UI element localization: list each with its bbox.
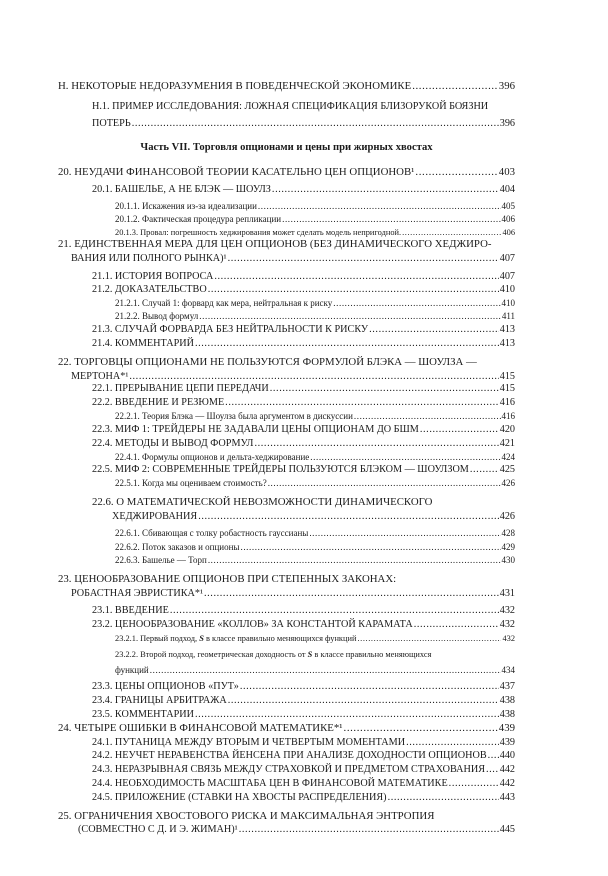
toc-entry — [58, 722, 515, 735]
toc-entry-title: 21.3. СЛУЧАЙ ФОРВАРДА БЕЗ НЕЙТРАЛЬНОСТИ К РИСКУ — [92, 324, 369, 335]
toc-entry-page: 445 — [499, 824, 515, 835]
toc-entry-page: 407 — [499, 271, 515, 282]
leader-dots — [240, 541, 500, 554]
toc-entry — [115, 297, 515, 310]
toc-entry-title: ВАНИЯ ИЛИ ПОЛНОГО РЫНКА)¹ — [71, 253, 227, 264]
toc-entry-page: 429 — [501, 542, 515, 552]
toc-entry-page: 420 — [499, 424, 515, 435]
toc-entry-page: 403 — [498, 166, 515, 178]
leader-dots — [388, 791, 499, 804]
toc-entry-page: 442 — [499, 764, 515, 775]
toc-entry-page: 430 — [501, 555, 515, 565]
toc-entry-page: 424 — [501, 452, 515, 462]
toc-entry — [115, 632, 515, 645]
leader-dots — [488, 749, 499, 762]
toc-entry-title: 24.5. ПРИЛОЖЕНИЕ (СТАВКИ НА ХВОСТЫ РАСПРЕДЕЛЕНИЯ) — [92, 792, 387, 803]
toc-entry-page: 396 — [498, 80, 515, 92]
toc-entry-page: 416 — [501, 411, 515, 421]
part-title: Часть VII. Торговля опционами и цены при жирных хвостах — [140, 142, 433, 153]
toc-entry-title: 22.5.1. Когда мы оцениваем стоимость? — [115, 478, 267, 488]
toc-entry — [58, 573, 396, 586]
toc-entry — [92, 183, 515, 196]
leader-dots — [195, 337, 499, 350]
leader-dots — [406, 736, 499, 749]
toc-entry-title: 22.3. МИФ 1: ТРЕЙДЕРЫ НЕ ЗАДАВАЛИ ЦЕНЫ ОПЦИОНАМ ДО БШМ — [92, 424, 419, 435]
leader-dots — [170, 604, 499, 617]
toc-entry — [92, 270, 515, 283]
toc-entry-page: 406 — [502, 228, 515, 237]
toc-entry-page: 439 — [499, 737, 515, 748]
toc-entry-title: 24.2. НЕУЧЕТ НЕРАВЕНСТВА ЙЕНСЕНА ПРИ АНАЛИЗЕ ДОХОДНОСТИ ОПЦИОНОВ — [92, 750, 487, 761]
toc-entry-page: 407 — [499, 253, 515, 264]
toc-entry-title: 23. ЦЕНООБРАЗОВАНИЕ ОПЦИОНОВ ПРИ СТЕПЕННЫХ ЗАКОНАХ: — [58, 573, 397, 585]
toc-entry-title: 22. ТОРГОВЦЫ ОПЦИОНАМИ НЕ ПОЛЬЗУЮТСЯ ФОРМУЛОЙ БЛЭКА — ШОУЛЗА — — [58, 356, 477, 368]
toc-entry — [92, 496, 432, 509]
toc-entry-page: 438 — [499, 709, 515, 720]
toc-entry-h1-line1: Н.1. ПРИМЕР ИССЛЕДОВАНИЯ: ЛОЖНАЯ СПЕЦИФИКАЦИЯ БЛИЗОРУКОЙ БОЯЗНИ — [92, 101, 489, 112]
toc-entry — [115, 477, 515, 490]
toc-entry — [92, 437, 515, 450]
leader-dots — [449, 777, 499, 790]
toc-entry — [115, 213, 515, 226]
toc-entry-title: МЕРТОНА*¹ — [71, 371, 129, 382]
toc-entry-page: 431 — [499, 588, 515, 599]
leader-dots — [369, 323, 499, 336]
toc-entry-title: 24.3. НЕРАЗРЫВНАЯ СВЯЗЬ МЕЖДУ СТРАХОВКОЙ И ПРЕДМЕТОМ СТРАХОВАНИЯ — [92, 764, 486, 775]
toc-entry-title: функций — [115, 665, 149, 675]
toc-entry — [58, 356, 477, 369]
toc-entry — [92, 337, 515, 350]
toc-entry — [92, 423, 515, 436]
toc-entry — [58, 166, 515, 179]
toc-entry — [115, 310, 515, 323]
toc-entry — [115, 664, 515, 677]
toc-entry-title: 21.2. ДОКАЗАТЕЛЬСТВО — [92, 284, 207, 295]
toc-entry-title: 22.4.1. Формулы опционов и дельта-хеджирование — [115, 452, 310, 462]
toc-entry-page: 443 — [499, 792, 515, 803]
toc-entry-title: 20.1.1. Искажения из-за идеализации — [115, 201, 257, 211]
leader-dots — [254, 437, 498, 450]
leader-dots — [239, 823, 499, 836]
toc-entry — [92, 382, 515, 395]
toc-entry-page: 425 — [499, 464, 515, 475]
leader-dots — [214, 270, 498, 283]
toc-entry — [78, 823, 515, 836]
toc-entry — [71, 587, 515, 600]
leader-dots — [415, 166, 497, 179]
leader-dots — [258, 200, 501, 213]
leader-dots — [412, 80, 498, 93]
toc-entry-h — [58, 80, 515, 93]
toc-entry-title: 22.6.3. Башелье — Торп — [115, 555, 207, 565]
leader-dots — [225, 396, 499, 409]
toc-entry-title: 23.2.2. Второй подход, геометрическая доходность от S в классе правильно меняющихся — [115, 650, 432, 659]
leader-dots — [228, 252, 499, 265]
leader-dots — [333, 297, 500, 310]
toc-entry — [92, 463, 515, 476]
toc-entry — [92, 708, 515, 721]
leader-dots — [150, 664, 501, 677]
toc-entry — [92, 763, 515, 776]
toc-entry-page: 415 — [499, 371, 515, 382]
toc-entry-page: 410 — [501, 298, 515, 308]
leader-dots — [208, 554, 501, 567]
toc-entry-page: 415 — [499, 383, 515, 394]
toc-entry-title: 20. НЕУДАЧИ ФИНАНСОВОЙ ТЕОРИИ КАСАТЕЛЬНО ЦЕН ОПЦИОНОВ¹ — [58, 166, 415, 178]
toc-entry-page: 437 — [499, 681, 515, 692]
toc-entry-title: 21.1. ИСТОРИЯ ВОПРОСА — [92, 271, 214, 282]
toc-entry-page: 434 — [501, 665, 515, 675]
toc-entry-title: 23.5. КОММЕНТАРИИ — [92, 709, 194, 720]
toc-entry — [115, 410, 515, 423]
toc-entry-page: 442 — [499, 778, 515, 789]
toc-entry-title: 22.2.1. Теория Блэка — Шоулза была аргументом в дискуссии — [115, 411, 353, 421]
toc-entry — [115, 541, 515, 554]
leader-dots — [199, 310, 501, 323]
leader-dots — [268, 477, 501, 490]
toc-entry-title: 20.1.3. Провал: погрешность хеджирования может сделать модель непригодной. — [115, 228, 402, 237]
toc-entry-title: 20.1. БАШЕЛЬЕ, А НЕ БЛЭК — ШОУЛЗ — [92, 184, 271, 195]
toc-entry — [112, 510, 515, 523]
toc-entry-title: 23.2. ЦЕНООБРАЗОВАНИЕ «КОЛЛОВ» ЗА КОНСТАНТОЙ КАРАМАТА — [92, 619, 413, 630]
toc-entry-title: 22.2. ВВЕДЕНИЕ И РЕЗЮМЕ — [92, 397, 225, 408]
toc-entry-title: 25. ОГРАНИЧЕНИЯ ХВОСТОВОГО РИСКА И МАКСИМАЛЬНАЯ ЭНТРОПИЯ — [58, 810, 435, 822]
leader-dots — [414, 618, 499, 631]
toc-entry-title: 22.5. МИФ 2: СОВРЕМЕННЫЕ ТРЕЙДЕРЫ ПОЛЬЗУЮТСЯ БЛЭКОМ — ШОУЛЗОМ — [92, 464, 469, 475]
toc-entry-page: 432 — [502, 634, 515, 643]
toc-entry — [92, 680, 515, 693]
toc-entry-title: 21. ЕДИНСТВЕННАЯ МЕРА ДЛЯ ЦЕН ОПЦИОНОВ (БЕЗ ДИНАМИЧЕСКОГО ХЕДЖИРО- — [58, 238, 492, 250]
toc-entry — [58, 238, 491, 251]
toc-entry-page: 410 — [499, 284, 515, 295]
toc-entry-page: 439 — [498, 722, 515, 734]
toc-entry-title: РОБАСТНАЯ ЭВРИСТИКА*¹ — [71, 588, 204, 599]
toc-entry — [92, 749, 515, 762]
toc-entry-title: Н. НЕКОТОРЫЕ НЕДОРАЗУМЕНИЯ В ПОВЕДЕНЧЕСКОЙ ЭКОНОМИКЕ — [58, 80, 412, 92]
toc-entry-title: 24.4. НЕОБХОДИМОСТЬ МАСШТАБА ЦЕН В ФИНАНСОВОЙ МАТЕМАТИКЕ — [92, 778, 448, 789]
leader-dots — [344, 722, 498, 735]
toc-entry-page: 432 — [499, 619, 515, 630]
leader-dots — [270, 382, 499, 395]
toc-entry — [92, 618, 515, 631]
toc-entry-h1 — [92, 117, 515, 130]
leader-dots — [195, 708, 499, 721]
toc-entry-title: ХЕДЖИРОВАНИЯ — [112, 511, 198, 522]
leader-dots — [282, 213, 500, 226]
toc-entry — [92, 791, 515, 804]
toc-entry-title: ПОТЕРЬ — [92, 118, 131, 129]
toc-entry-title: 23.4. ГРАНИЦЫ АРБИТРАЖА — [92, 695, 227, 706]
toc-entry-page: 413 — [499, 324, 515, 335]
toc-entry-page: 404 — [499, 184, 515, 195]
toc-entry-page: 416 — [499, 397, 515, 408]
toc-entry — [71, 252, 515, 265]
toc-entry-title: (СОВМЕСТНО С Д. И Э. ЖИМАН)¹ — [78, 824, 238, 835]
toc-entry-title: 22.6. О МАТЕМАТИЧЕСКОЙ НЕВОЗМОЖНОСТИ ДИНАМИЧЕСКОГО — [92, 496, 433, 508]
toc-entry-title: 22.1. ПРЕРЫВАНИЕ ЦЕПИ ПЕРЕДАЧИ — [92, 383, 269, 394]
leader-dots — [240, 680, 499, 693]
toc-entry-title: 22.6.1. Сбивающая с толку робастность гауссианы — [115, 528, 309, 538]
toc-entry-title: 20.1.2. Фактическая процедура репликации — [115, 214, 282, 224]
part-heading — [58, 141, 515, 154]
toc-entry — [92, 604, 515, 617]
leader-dots — [204, 587, 499, 600]
leader-dots — [309, 527, 500, 540]
leader-dots — [470, 463, 499, 476]
leader-dots — [357, 632, 501, 645]
toc-entry-page: 396 — [499, 118, 515, 129]
toc-entry-page: 405 — [501, 201, 515, 211]
toc-entry-title: 21.2.1. Случай 1: форвард как мера, нейтральная к риску — [115, 298, 333, 308]
toc-entry — [92, 736, 515, 749]
toc-entry — [92, 323, 515, 336]
toc-entry — [115, 648, 431, 661]
leader-dots — [228, 694, 499, 707]
toc-entry-page: 421 — [499, 438, 515, 449]
toc-entry-title: 22.6.2. Поток заказов и опционы — [115, 542, 240, 552]
toc-entry-title: 24.1. ПУТАНИЦА МЕЖДУ ВТОРЫМ И ЧЕТВЕРТЫМ МОМЕНТАМИ — [92, 737, 406, 748]
toc-entry-page: 411 — [501, 311, 515, 321]
leader-dots — [420, 423, 499, 436]
toc-entry-title: 23.3. ЦЕНЫ ОПЦИОНОВ «ПУТ» — [92, 681, 239, 692]
leader-dots — [272, 183, 499, 196]
leader-dots — [486, 763, 499, 776]
toc-entry — [92, 694, 515, 707]
toc-entry-title: 21.2.2. Вывод формул — [115, 311, 199, 321]
toc-entry — [58, 810, 434, 823]
leader-dots — [132, 117, 499, 130]
leader-dots — [208, 283, 499, 296]
toc-entry — [115, 554, 515, 567]
toc-entry-page: 426 — [501, 478, 515, 488]
toc-entry-page: 426 — [499, 511, 515, 522]
leader-dots — [198, 510, 499, 523]
toc-entry — [92, 283, 515, 296]
toc-entry-page: 432 — [499, 605, 515, 616]
toc-entry-page: 406 — [501, 214, 515, 224]
toc-entry — [115, 527, 515, 540]
toc-entry — [92, 777, 515, 790]
toc-entry-title: 24. ЧЕТЫРЕ ОШИБКИ В ФИНАНСОВОЙ МАТЕМАТИКЕ*¹ — [58, 722, 343, 734]
leader-dots — [354, 410, 501, 423]
toc-entry-page: 438 — [499, 695, 515, 706]
toc-entry-title: 23.2.1. Первый подход, S в классе правильно меняющихся функций — [115, 634, 357, 643]
toc-entry-title: 21.4. КОММЕНТАРИЙ — [92, 338, 194, 349]
toc-entry-page: 428 — [501, 528, 515, 538]
toc-entry-page: 413 — [499, 338, 515, 349]
toc-entry-title: 23.1. ВВЕДЕНИЕ — [92, 605, 169, 616]
toc-entry — [115, 200, 515, 213]
toc-entry-page: 440 — [499, 750, 515, 761]
toc-entry-title: 22.4. МЕТОДЫ И ВЫВОД ФОРМУЛ — [92, 438, 254, 449]
toc-entry — [92, 396, 515, 409]
